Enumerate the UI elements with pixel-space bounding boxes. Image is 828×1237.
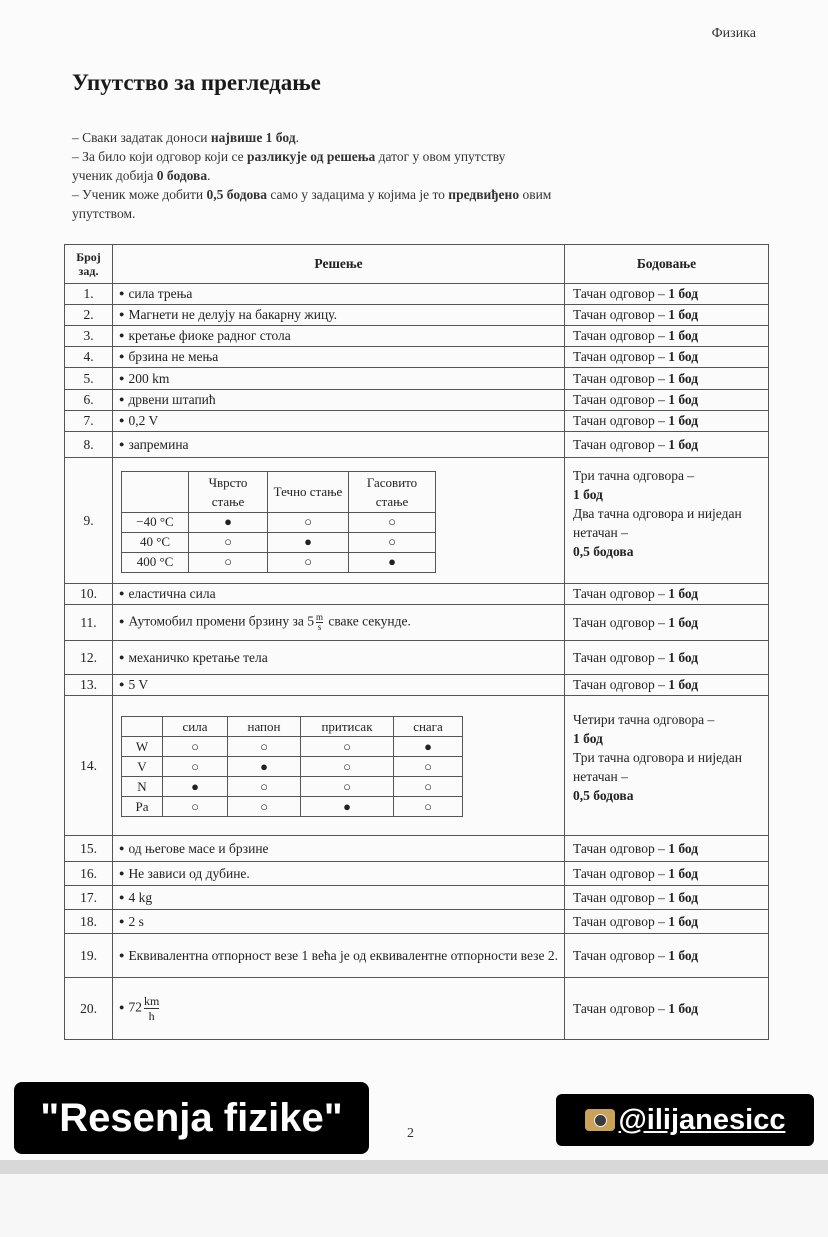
table-row xyxy=(65,432,769,458)
grid-col-header: Течно стање xyxy=(268,471,349,512)
page-divider xyxy=(0,1160,828,1174)
answer-cell: ● 0,2 V xyxy=(113,411,565,432)
score-cell: Тачан одговор – 1 бод xyxy=(565,284,769,305)
answer-cell: ● сила трења xyxy=(113,284,565,305)
grid-row xyxy=(122,512,436,532)
score-cell: Тачан одговор – 1 бод xyxy=(565,836,769,862)
instructions xyxy=(72,128,712,223)
task-number: 5. xyxy=(65,368,113,390)
instruction-line: – За било који одговор који се разликује од решења датог у овом упутству xyxy=(72,149,506,164)
header-number: Број зад. xyxy=(65,245,113,284)
grid-mark: ○ xyxy=(268,512,349,532)
table-row xyxy=(65,305,769,326)
states-table xyxy=(121,471,436,573)
grid-col-header: притисак xyxy=(301,717,394,737)
username-handle[interactable]: @ilijanesicc xyxy=(618,1103,786,1136)
camera-icon xyxy=(585,1109,615,1131)
table-row xyxy=(65,347,769,368)
table-row xyxy=(65,978,769,1040)
score-cell: Тачан одговор – 1 бод xyxy=(565,675,769,696)
grid-mark: ○ xyxy=(394,797,463,817)
grid-mark: ○ xyxy=(228,737,301,757)
task-number: 7. xyxy=(65,411,113,432)
grid-col-header: напон xyxy=(228,717,301,737)
answer-cell: ● кретање фиоке радног стола xyxy=(113,326,565,347)
instruction-line: – Сваки задатак доноси највише 1 бод. xyxy=(72,130,299,145)
answer-cell: ● дрвени штапић xyxy=(113,390,565,411)
answer-cell: ● од његове масе и брзине xyxy=(113,836,565,862)
grid-mark: ○ xyxy=(301,757,394,777)
grid-corner xyxy=(122,471,189,512)
grid-col-header: сила xyxy=(163,717,228,737)
grid-mark: ○ xyxy=(268,552,349,572)
table-row xyxy=(65,641,769,675)
grid-mark: ● xyxy=(349,552,436,572)
task-number: 17. xyxy=(65,886,113,910)
grid-mark: ● xyxy=(163,777,228,797)
grid-row-label: −40 °C xyxy=(122,512,189,532)
grid-mark: ● xyxy=(301,797,394,817)
task-number: 9. xyxy=(65,458,113,584)
score-cell: Тачан одговор – 1 бод xyxy=(565,368,769,390)
score-cell: Тачан одговор – 1 бод xyxy=(565,910,769,934)
answer-cell: ● 200 km xyxy=(113,368,565,390)
answer-cell: ● Не зависи од дубине. xyxy=(113,862,565,886)
task-number: 11. xyxy=(65,605,113,641)
task-number: 16. xyxy=(65,862,113,886)
table-row xyxy=(65,862,769,886)
fraction: $\frac{km}{h}$ xyxy=(143,994,160,1023)
table-row xyxy=(65,411,769,432)
answer-cell: ● механичко кретање тела xyxy=(113,641,565,675)
task-number: 15. xyxy=(65,836,113,862)
grid-row xyxy=(122,532,436,552)
caption-sticker: "Resenja fizike" xyxy=(14,1082,369,1154)
grid-row xyxy=(122,797,463,817)
score-cell: Тачан одговор – 1 бод xyxy=(565,432,769,458)
answer-cell: ● Аутомобил промени брзину за 5 $\frac{m}{s}$ сваке секунде. xyxy=(113,605,565,641)
table-row xyxy=(65,458,769,584)
instruction-line: ученик добија 0 бодова. xyxy=(72,168,211,183)
score-cell: Тачан одговор – 1 бод xyxy=(565,326,769,347)
score-cell: Тачан одговор – 1 бод xyxy=(565,978,769,1040)
score-cell: Четири тачна одговора – 1 бод Три тачна одговора и ниједан нетачан – 0,5 бодова xyxy=(565,696,769,836)
answer-cell: ● еластична сила xyxy=(113,584,565,605)
table-row xyxy=(65,368,769,390)
grid-col-header: Гасовито стање xyxy=(349,471,436,512)
grid-row xyxy=(122,552,436,572)
answer-cell: ● 4 kg xyxy=(113,886,565,910)
task-number: 20. xyxy=(65,978,113,1040)
task-number: 10. xyxy=(65,584,113,605)
grid-mark: ○ xyxy=(349,512,436,532)
grid-mark: ○ xyxy=(163,737,228,757)
grid-row xyxy=(122,777,463,797)
grid-mark: ○ xyxy=(189,552,268,572)
task-number: 14. xyxy=(65,696,113,836)
table-row xyxy=(65,390,769,411)
table-row xyxy=(65,934,769,978)
task-number: 2. xyxy=(65,305,113,326)
table-row xyxy=(65,675,769,696)
grid-col-header: снага xyxy=(394,717,463,737)
grid-mark: ○ xyxy=(163,757,228,777)
grid-mark: ● xyxy=(189,512,268,532)
grid-mark: ● xyxy=(228,757,301,777)
answer-cell: ● 72 $\frac{km}{h}$ xyxy=(113,978,565,1040)
grid-mark: ○ xyxy=(394,757,463,777)
table-row xyxy=(65,326,769,347)
task-number: 1. xyxy=(65,284,113,305)
answer-cell: ● 5 V xyxy=(113,675,565,696)
handle-sticker[interactable] xyxy=(556,1094,814,1146)
score-cell: Тачан одговор – 1 бод xyxy=(565,305,769,326)
grid-row xyxy=(122,757,463,777)
answer-key-table xyxy=(64,244,769,1040)
table-row xyxy=(65,886,769,910)
grid-corner xyxy=(122,717,163,737)
grid-mark: ● xyxy=(268,532,349,552)
grid-mark: ○ xyxy=(301,737,394,757)
grid-mark: ○ xyxy=(189,532,268,552)
score-cell: Тачан одговор – 1 бод xyxy=(565,584,769,605)
answer-cell: ● 2 s xyxy=(113,910,565,934)
table-row xyxy=(65,836,769,862)
grid-mark: ○ xyxy=(301,777,394,797)
grid-mark: ○ xyxy=(228,777,301,797)
answer-cell: ● брзина не мења xyxy=(113,347,565,368)
score-cell: Тачан одговор – 1 бод xyxy=(565,934,769,978)
score-cell: Три тачна одговора – 1 бод Два тачна одговора и ниједан нетачан – 0,5 бодова xyxy=(565,458,769,584)
table-row xyxy=(65,605,769,641)
score-cell: Тачан одговор – 1 бод xyxy=(565,605,769,641)
grid-row-label: 400 °C xyxy=(122,552,189,572)
task-number: 3. xyxy=(65,326,113,347)
table-row xyxy=(65,910,769,934)
task-number: 4. xyxy=(65,347,113,368)
task-number: 19. xyxy=(65,934,113,978)
grid-row-label: V xyxy=(122,757,163,777)
instruction-line: упутством. xyxy=(72,206,136,221)
task-number: 13. xyxy=(65,675,113,696)
table-header-row xyxy=(65,245,769,284)
grid-col-header: Чврсто стање xyxy=(189,471,268,512)
task-number: 6. xyxy=(65,390,113,411)
grid-row xyxy=(122,737,463,757)
task-number: 18. xyxy=(65,910,113,934)
score-cell: Тачан одговор – 1 бод xyxy=(565,862,769,886)
grid-mark: ● xyxy=(394,737,463,757)
answer-cell xyxy=(113,696,565,836)
page-number: 2 xyxy=(407,1126,414,1141)
instruction-line: – Ученик може добити 0,5 бодова само у задацима у којима је то предвиђено овим xyxy=(72,187,552,202)
table-row xyxy=(65,584,769,605)
answer-cell xyxy=(113,458,565,584)
score-cell: Тачан одговор – 1 бод xyxy=(565,347,769,368)
grid-mark: ○ xyxy=(163,797,228,817)
header-solution: Решење xyxy=(113,245,565,284)
score-cell: Тачан одговор – 1 бод xyxy=(565,411,769,432)
grid-mark: ○ xyxy=(349,532,436,552)
task-number: 12. xyxy=(65,641,113,675)
fraction: $\frac{m}{s}$ xyxy=(315,612,323,632)
score-cell: Тачан одговор – 1 бод xyxy=(565,886,769,910)
subject-label: Физика xyxy=(711,26,756,41)
grid-row-label: N xyxy=(122,777,163,797)
table-row xyxy=(65,696,769,836)
grid-row-label: W xyxy=(122,737,163,757)
page-title: Упутство за прегледање xyxy=(72,70,321,95)
answer-cell: ● Еквивалентна отпорност везе 1 већа је од еквивалентне отпорности везе 2. xyxy=(113,934,565,978)
units-table xyxy=(121,716,463,817)
score-cell: Тачан одговор – 1 бод xyxy=(565,390,769,411)
score-cell: Тачан одговор – 1 бод xyxy=(565,641,769,675)
grid-row-label: 40 °C xyxy=(122,532,189,552)
grid-row-label: Pa xyxy=(122,797,163,817)
answer-cell: ● запремина xyxy=(113,432,565,458)
grid-mark: ○ xyxy=(228,797,301,817)
table-row xyxy=(65,284,769,305)
task-number: 8. xyxy=(65,432,113,458)
grid-mark: ○ xyxy=(394,777,463,797)
header-scoring: Бодовање xyxy=(565,245,769,284)
answer-cell: ● Магнети не делују на бакарну жицу. xyxy=(113,305,565,326)
